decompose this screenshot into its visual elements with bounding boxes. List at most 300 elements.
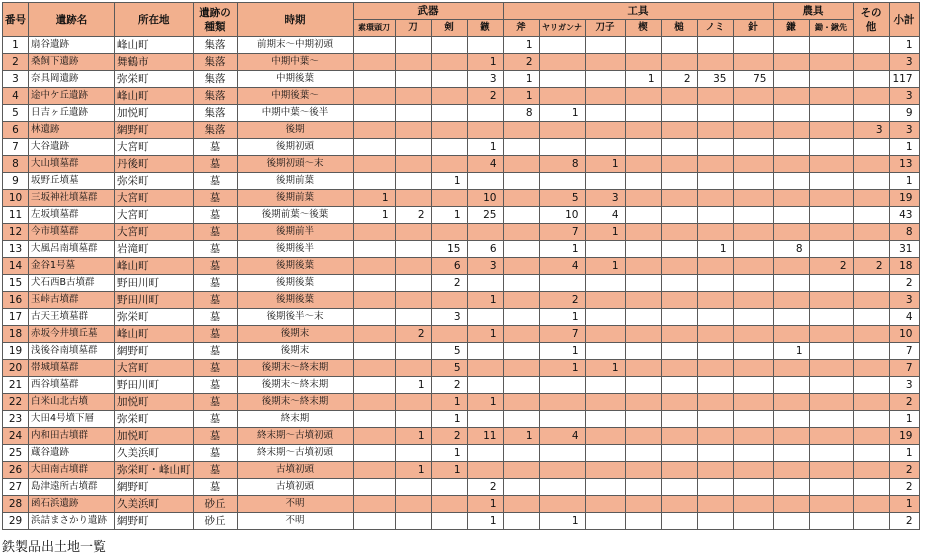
site-type: 墓 [193,360,237,377]
site-location: 久美浜町 [115,445,194,462]
count-cell [467,173,503,190]
count-cell: 1 [503,88,539,105]
subtotal-cell: 10 [889,326,919,343]
table-row [3,394,920,411]
count-cell [733,496,773,513]
count-cell [625,173,661,190]
site-location: 弥栄町 [115,411,194,428]
count-cell [809,190,853,207]
header-tools: 工具 [503,3,773,20]
count-cell: 1 [467,326,503,343]
count-cell [773,377,809,394]
count-cell [539,377,585,394]
count-cell [733,513,773,530]
count-cell [585,292,625,309]
count-cell [431,71,467,88]
count-cell [585,343,625,360]
count-cell [353,173,395,190]
subheader-cell: 剣 [431,20,467,37]
count-cell: 2 [395,207,431,224]
count-cell [697,258,733,275]
count-cell [733,37,773,54]
count-cell [395,71,431,88]
count-cell [809,156,853,173]
count-cell [661,105,697,122]
count-cell [625,496,661,513]
subtotal-cell: 1 [889,411,919,428]
site-name: 函石浜遺跡 [29,496,115,513]
header-type: 遺跡の種類 [193,3,237,37]
count-cell [809,207,853,224]
site-period: 終末期～古墳初頭 [237,445,353,462]
count-cell: 1 [585,224,625,241]
count-cell [353,224,395,241]
count-cell [431,326,467,343]
count-cell [661,258,697,275]
count-cell [733,258,773,275]
count-cell [503,224,539,241]
site-name: 林遺跡 [29,122,115,139]
count-cell [625,445,661,462]
count-cell [853,394,889,411]
table-row [3,258,920,275]
count-cell [431,292,467,309]
count-cell [353,377,395,394]
count-cell [661,292,697,309]
count-cell [853,326,889,343]
count-cell [661,462,697,479]
site-period: 後期末 [237,343,353,360]
count-cell [353,88,395,105]
count-cell [853,54,889,71]
count-cell [625,139,661,156]
subheader-cell: 鋤・鍬先 [809,20,853,37]
count-cell [809,309,853,326]
subheader-cell: 斧 [503,20,539,37]
count-cell [809,241,853,258]
site-period: 古墳初頭 [237,479,353,496]
site-name: 蔵谷遺跡 [29,445,115,462]
count-cell [773,207,809,224]
count-cell [431,224,467,241]
site-name: 白米山北古墳 [29,394,115,411]
count-cell: 11 [467,428,503,445]
count-cell [539,462,585,479]
count-cell [853,190,889,207]
count-cell [697,122,733,139]
count-cell [585,275,625,292]
count-cell [585,462,625,479]
count-cell [809,394,853,411]
site-name: 大谷遺跡 [29,139,115,156]
count-cell [773,139,809,156]
count-cell [661,309,697,326]
site-location: 野田川町 [115,377,194,394]
count-cell: 2 [467,88,503,105]
site-period: 終末期 [237,411,353,428]
count-cell [697,54,733,71]
site-location: 野田川町 [115,275,194,292]
count-cell [773,122,809,139]
subtotal-cell: 2 [889,513,919,530]
count-cell: 75 [733,71,773,88]
count-cell [467,275,503,292]
count-cell [853,496,889,513]
site-name: 西谷墳墓群 [29,377,115,394]
count-cell [625,411,661,428]
count-cell [625,54,661,71]
site-period: 中期後葉～ [237,88,353,105]
count-cell: 1 [585,258,625,275]
count-cell [539,139,585,156]
count-cell: 7 [539,224,585,241]
table-row [3,54,920,71]
count-cell [697,394,733,411]
subtotal-cell: 19 [889,428,919,445]
site-period: 後期前葉 [237,173,353,190]
count-cell [539,173,585,190]
count-cell: 15 [431,241,467,258]
count-cell [773,411,809,428]
count-cell [773,54,809,71]
count-cell [395,122,431,139]
count-cell [733,462,773,479]
count-cell [853,37,889,54]
count-cell [661,122,697,139]
subtotal-cell: 1 [889,173,919,190]
count-cell: 1 [539,241,585,258]
subtotal-cell: 1 [889,496,919,513]
count-cell [733,122,773,139]
count-cell [625,343,661,360]
count-cell [809,122,853,139]
count-cell [661,139,697,156]
count-cell [809,513,853,530]
count-cell [395,411,431,428]
count-cell [353,496,395,513]
count-cell [503,309,539,326]
count-cell [395,156,431,173]
count-cell: 10 [467,190,503,207]
count-cell [503,343,539,360]
count-cell [661,190,697,207]
count-cell: 6 [467,241,503,258]
table-row [3,428,920,445]
iron-artifacts-table [2,2,920,530]
count-cell [585,445,625,462]
count-cell: 1 [467,394,503,411]
count-cell [853,207,889,224]
count-cell [853,139,889,156]
count-cell: 3 [431,309,467,326]
count-cell: 4 [585,207,625,224]
site-name: 島津遠所古墳群 [29,479,115,496]
subtotal-cell: 7 [889,360,919,377]
count-cell [697,37,733,54]
count-cell [853,309,889,326]
count-cell [625,513,661,530]
count-cell [353,343,395,360]
site-type: 墓 [193,411,237,428]
count-cell [467,122,503,139]
site-period: 後期後葉 [237,292,353,309]
count-cell [809,54,853,71]
site-period: 後期前葉～後葉 [237,207,353,224]
count-cell: 2 [853,258,889,275]
count-cell [431,88,467,105]
count-cell [503,496,539,513]
site-name: 内和田古墳群 [29,428,115,445]
count-cell [809,173,853,190]
count-cell [503,479,539,496]
site-location: 網野町 [115,479,194,496]
count-cell: 2 [809,258,853,275]
count-cell [773,173,809,190]
count-cell [353,513,395,530]
count-cell [733,190,773,207]
header-subtotal: 小計 [889,3,919,37]
count-cell [539,411,585,428]
subtotal-cell: 3 [889,377,919,394]
count-cell [773,360,809,377]
table-row [3,513,920,530]
count-cell [697,479,733,496]
table-row [3,343,920,360]
count-cell [733,105,773,122]
count-cell: 4 [467,156,503,173]
count-cell [809,326,853,343]
site-type: 墓 [193,207,237,224]
count-cell [467,343,503,360]
site-type: 砂丘 [193,513,237,530]
count-cell [395,343,431,360]
count-cell [661,343,697,360]
count-cell [697,207,733,224]
count-cell [661,37,697,54]
count-cell [625,428,661,445]
site-name: 玉峠古墳群 [29,292,115,309]
subheader-cell: ノミ [697,20,733,37]
count-cell [395,309,431,326]
table-row [3,445,920,462]
count-cell [353,479,395,496]
count-cell [503,411,539,428]
count-cell [539,496,585,513]
count-cell [809,411,853,428]
count-cell [697,360,733,377]
count-cell [733,445,773,462]
site-type: 墓 [193,428,237,445]
row-number: 21 [3,377,29,394]
header-location: 所在地 [115,3,194,37]
count-cell: 2 [395,326,431,343]
subheader-cell: ヤリガンナ [539,20,585,37]
row-number: 5 [3,105,29,122]
count-cell [733,224,773,241]
count-cell [503,207,539,224]
count-cell: 1 [539,309,585,326]
count-cell [809,360,853,377]
count-cell: 1 [431,207,467,224]
subtotal-cell: 3 [889,292,919,309]
row-number: 15 [3,275,29,292]
site-type: 集落 [193,88,237,105]
count-cell [585,479,625,496]
subtotal-cell: 3 [889,88,919,105]
count-cell [395,479,431,496]
count-cell [773,428,809,445]
count-cell [853,156,889,173]
site-type: 墓 [193,275,237,292]
count-cell [661,241,697,258]
site-location: 網野町 [115,513,194,530]
count-cell [773,309,809,326]
count-cell [625,275,661,292]
site-type: 集落 [193,54,237,71]
count-cell [395,445,431,462]
subheader-cell: 鎌 [773,20,809,37]
count-cell [625,224,661,241]
count-cell [539,88,585,105]
count-cell [853,224,889,241]
count-cell [585,326,625,343]
count-cell [809,275,853,292]
count-cell [697,462,733,479]
count-cell [697,309,733,326]
count-cell [467,462,503,479]
site-period: 中期中葉～ [237,54,353,71]
table-row [3,360,920,377]
site-name: 古天王墳墓群 [29,309,115,326]
subtotal-cell: 7 [889,343,919,360]
row-number: 23 [3,411,29,428]
row-number: 7 [3,139,29,156]
count-cell [697,224,733,241]
count-cell [503,275,539,292]
site-type: 砂丘 [193,496,237,513]
count-cell [661,224,697,241]
count-cell [853,343,889,360]
subtotal-cell: 8 [889,224,919,241]
count-cell [809,377,853,394]
site-period: 中期後葉 [237,71,353,88]
count-cell [503,377,539,394]
count-cell [431,105,467,122]
count-cell [585,428,625,445]
site-name: 桑飼下遺跡 [29,54,115,71]
site-type: 墓 [193,173,237,190]
site-location: 大宮町 [115,190,194,207]
table-row [3,105,920,122]
count-cell [503,292,539,309]
count-cell: 8 [503,105,539,122]
count-cell [625,292,661,309]
count-cell [585,309,625,326]
table-row [3,479,920,496]
count-cell [395,496,431,513]
count-cell [585,394,625,411]
count-cell [503,394,539,411]
count-cell [625,360,661,377]
count-cell [733,394,773,411]
site-location: 弥栄町 [115,71,194,88]
site-name: 犬石西B古墳群 [29,275,115,292]
row-number: 2 [3,54,29,71]
site-location: 久美浜町 [115,496,194,513]
count-cell [773,292,809,309]
site-period: 後期前半 [237,224,353,241]
row-number: 6 [3,122,29,139]
count-cell [809,428,853,445]
site-name: 大山墳墓群 [29,156,115,173]
table-row [3,207,920,224]
count-cell [773,479,809,496]
row-number: 22 [3,394,29,411]
count-cell: 4 [539,428,585,445]
site-period: 後期後葉 [237,258,353,275]
count-cell [503,190,539,207]
subheader-cell: 刀子 [585,20,625,37]
count-cell [625,122,661,139]
subtotal-cell: 2 [889,462,919,479]
site-type: 墓 [193,224,237,241]
site-name: 三坂神社墳墓群 [29,190,115,207]
count-cell: 2 [431,377,467,394]
subtotal-cell: 2 [889,275,919,292]
site-location: 野田川町 [115,292,194,309]
count-cell [809,88,853,105]
count-cell [353,292,395,309]
table-row [3,292,920,309]
table-row [3,71,920,88]
count-cell: 1 [697,241,733,258]
count-cell [773,105,809,122]
count-cell [697,411,733,428]
site-name: 大田4号墳下層 [29,411,115,428]
site-location: 大宮町 [115,139,194,156]
count-cell: 5 [539,190,585,207]
count-cell: 3 [467,71,503,88]
count-cell [503,326,539,343]
row-number: 10 [3,190,29,207]
site-period: 前期末～中期初頭 [237,37,353,54]
count-cell [467,445,503,462]
site-period: 後期 [237,122,353,139]
site-period: 後期初頭 [237,139,353,156]
count-cell [431,496,467,513]
site-period: 後期前葉 [237,190,353,207]
count-cell [395,292,431,309]
site-name: 大田南古墳群 [29,462,115,479]
count-cell [697,326,733,343]
count-cell [733,360,773,377]
site-period: 後期初頭～末 [237,156,353,173]
count-cell [809,105,853,122]
count-cell: 4 [539,258,585,275]
count-cell [625,479,661,496]
count-cell: 1 [503,37,539,54]
count-cell [625,462,661,479]
count-cell: 25 [467,207,503,224]
site-type: 墓 [193,156,237,173]
row-number: 13 [3,241,29,258]
site-type: 墓 [193,309,237,326]
count-cell [625,207,661,224]
count-cell: 1 [467,54,503,71]
count-cell [853,411,889,428]
row-number: 20 [3,360,29,377]
site-period: 中期中葉～後半 [237,105,353,122]
